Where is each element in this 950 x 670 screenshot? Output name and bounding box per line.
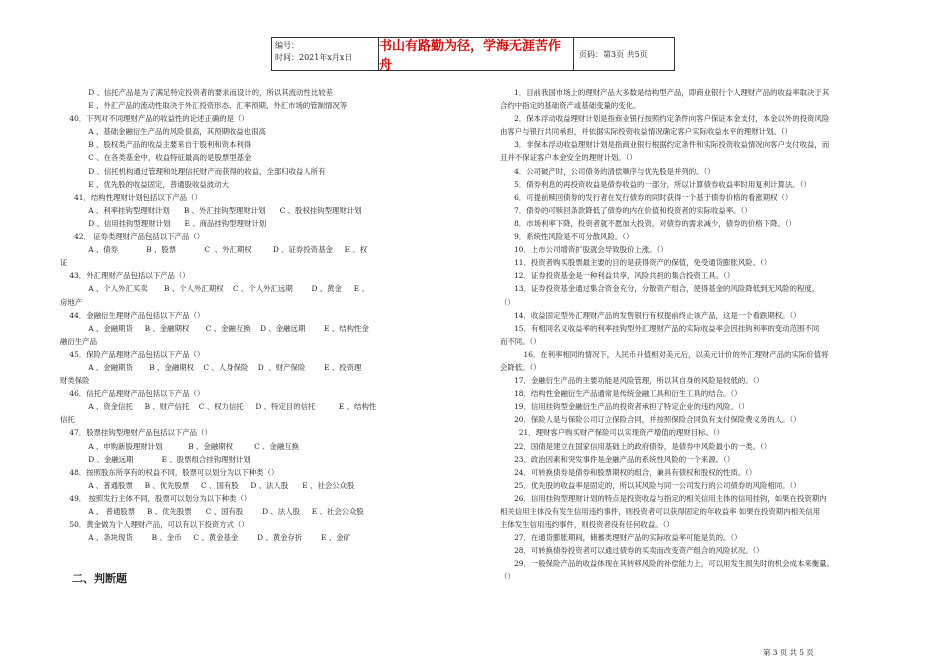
text-line: 49． 按照发行主体不同，股票可以划分为以下种类（） bbox=[60, 493, 252, 503]
text-line: D 、金融远期 E 、股票组合挂钩理财计划 bbox=[60, 454, 251, 464]
text-line: 9．系统性风险是不可分散风险。（） bbox=[500, 232, 634, 242]
text-line: 14．收益固定型外汇理财产品的发售银行有权提前终止该产品，这是一个看跌期权。（） bbox=[500, 310, 801, 320]
text-line: 1．目前我国市场上的理财产品大多数是结构型产品，即商业银行个人理财产品的收益率取决于其 bbox=[500, 88, 830, 97]
text-line: 42． 证券类理财产品包括以下产品（） bbox=[60, 232, 205, 242]
text-line: 4．公司破产时，公司债务的清偿顺序与优先股是并列的。（） bbox=[500, 166, 715, 176]
section-title: 二、判断题 bbox=[72, 572, 127, 585]
header-page-info: 页码：第3页 共5页 bbox=[579, 49, 648, 59]
text-line: A 、普通股票 B 、优先股票 C 、国有股 D 、法人股 E 、社会公众股 bbox=[60, 480, 355, 490]
text-line: 24．可转换债券是债券和股票期权的组合，兼具有债权和股权的性质。（） bbox=[500, 467, 757, 477]
text-line: 22．国债是建立在国家信用基础上的政府债券，是债券中风险最小的一类。（） bbox=[500, 441, 772, 451]
text-line: （） bbox=[500, 297, 515, 307]
text-line: 财类保险 bbox=[60, 376, 90, 386]
text-line: 7．债券的可赎回条款降低了债券的内在价值和投资者的实际收益率。（） bbox=[500, 205, 752, 215]
text-line: D 、信托产品是为了满足特定投资者的要求而设计的，所以其流动性比较差 bbox=[60, 88, 333, 97]
text-line: 而不同。（） bbox=[500, 336, 541, 346]
text-line: 10．上市公司增资扩股就会导致股价上涨。（） bbox=[500, 245, 668, 255]
text-line: 45．保险产品理财产品包括以下产品（） bbox=[60, 349, 205, 359]
text-line: 5．债券利息的再投资收益是债券收益的一部分，所以计算债券收益率时用复利计算法。（） bbox=[500, 179, 811, 189]
text-line: 47．股票挂钩型理财产品包括以下产品（） bbox=[60, 428, 212, 438]
text-line: 50．黄金做为个人理财产品，可以有以下投资方式（） bbox=[60, 520, 249, 530]
text-line: 23．政治因素和突发事件是金融产品的系统性风险的一个来源。（） bbox=[500, 454, 735, 464]
text-line: 28．可转换债券投资者可以通过债券的买卖而改变资产组合的风险状况。（） bbox=[500, 546, 764, 556]
text-line: A 、个人外汇买卖 B 、个人外汇期权 C 、个人外汇远期 D 、黄金 E 、 bbox=[60, 284, 369, 294]
right-column bbox=[500, 86, 895, 584]
text-line: 20．保险人是与保险公司订立保险合同，并按照保险合同负有支付保险费义务的人。（） bbox=[500, 415, 801, 425]
text-line: 11．投资者购买股票最主要的目的是获得资产的保值，免受通货膨胀风险。（） bbox=[500, 258, 772, 268]
text-line: B 、股权类产品的收益主要来自于股利和资本利得 bbox=[60, 140, 252, 150]
header-time: 时间：2021年x月x日 bbox=[275, 53, 353, 62]
text-line: A 、利率挂钩型理财计划 B 、外汇挂钩型理财计划 C 、股权挂钩型理财计划 bbox=[60, 205, 362, 215]
text-line: A 、基础金融衍生产品的风险很高，其预期收益也很高 bbox=[60, 127, 266, 137]
text-line: 48．按照股东所享有的权益不同，股票可以划分为以下种类（） bbox=[60, 467, 279, 477]
text-line: 18．结构性金融衍生产品通常是传统金融工具和衍生工具的结合。（） bbox=[500, 389, 742, 399]
text-line: A 、申购新股理财计划 B 、金融期权 C 、金融互换 bbox=[60, 441, 300, 451]
text-line: 且并不保证客户本金安全的理财计划。（） bbox=[500, 153, 637, 163]
text-line: 相关信用主体没有发生信用违约事件，则投资者可以获得固定的年收益率 如果在投资期内相关信用 bbox=[500, 507, 821, 516]
text-line: 15．有相同名义收益率的利率挂钩型外汇理财产品的实际收益率会因挂钩利率的变动范围不同 bbox=[500, 323, 820, 333]
text-line: 合约中指定的基础资产或基础变量的变化。 bbox=[500, 101, 641, 111]
text-line: 25．优先股的收益率是固定的，所以其风险与同一公司发行的公司债券的风险相同。（） bbox=[500, 480, 801, 490]
text-line: 2．保本浮动收益理财计划是指商业银行按照约定条件向客户保证本金支付，本金以外的投资风险 bbox=[500, 114, 830, 124]
text-line: 27．在通货膨胀期间，储蓄类理财产品的实际收益率可能是负的。（） bbox=[500, 533, 742, 543]
text-line: 房地产 bbox=[60, 297, 83, 307]
text-line: C 、在各类基金中，收益特征最高的是股票型基金 bbox=[60, 153, 252, 163]
text-line: A 、债券 B 、股票 C 、外汇期权 D 、证券投资基金 E 、权 bbox=[60, 245, 368, 255]
text-line: 29．一般保险产品的收益体现在其转移风险的补偿能力上，可以用发生损失时的机会成本来衡量。 bbox=[500, 559, 834, 569]
text-line: 信托 bbox=[60, 415, 75, 425]
text-line: 21．理财客户购买财产保险可以实现资产增值的理财目标。（） bbox=[500, 428, 725, 438]
text-line: 26．信用挂钩型理财计划的特点是投资收益与指定的相关信用主体的信用挂钩，如果在投资期内 bbox=[500, 493, 827, 503]
left-column bbox=[60, 86, 460, 544]
text-line: E 、外汇产品的流动性取决于外汇投资形态、汇率预期、外汇市场的管制情况等 bbox=[60, 101, 348, 111]
text-line: 13．证券投资基金通过集合资金充分，分散资产组合，使得基金的风险降低到无风险的程度。 bbox=[500, 284, 820, 294]
text-line: A 、金融期货 B 、金融期权 C 、金融互换 D 、金融远期 E 、结构性金 bbox=[60, 323, 369, 333]
text-line: 43．外汇理财产品包括以下产品（） bbox=[60, 271, 190, 281]
text-line: 8．市场利率下降，投资者就不愿加大投资，对债券的需求减少，债券的价格下降。（） bbox=[500, 218, 796, 228]
text-line: 40．下列对不同理财产品的收益性的论述正确的是（） bbox=[60, 114, 249, 124]
page-header bbox=[271, 37, 675, 71]
text-line: 融衍生产品 bbox=[60, 336, 97, 346]
text-line: A 、金融期货 B 、金融期权 C 、人身保险 D 、财产保险 E 、投资理 bbox=[60, 362, 362, 372]
text-line: D 、信用挂钩型理财计划 E 、商品挂钩型理财计划 bbox=[60, 218, 267, 228]
text-line: 12．证券投资基金是一种利益共享，风险共担的集合投资工具。（） bbox=[500, 271, 735, 281]
text-line: 46．信托产品理财产品包括以下产品（） bbox=[60, 389, 205, 399]
header-motto: 书山有路勤为径，学海无涯苦作舟 bbox=[379, 38, 574, 70]
text-line: A 、资金信托 B 、财产信托 C 、权力信托 D 、特定目的信托 E 、结构性 bbox=[60, 402, 377, 412]
header-meta bbox=[272, 38, 379, 70]
text-line: 41．结构性理财计划包括以下产品（） bbox=[60, 192, 202, 202]
text-line: 会降低。（） bbox=[500, 362, 541, 372]
text-line: 44．金融衍生理财产品包括以下产品（） bbox=[60, 310, 205, 320]
text-line: （） bbox=[500, 572, 515, 582]
text-line: 由客户与银行共同承担，并依据实际投资收益情况确定客户实际收益水平的理财计划。（） bbox=[500, 127, 792, 137]
text-line: A 、 普通股票 B 、优先股票 C 、国有股 D 、法人股 E 、社会公众股 bbox=[60, 507, 364, 516]
text-line: 证 bbox=[60, 258, 68, 268]
text-line: 3．非保本浮动收益理财计划是指商业银行根据约定条件和实际投资收益情况向客户支付收益，而 bbox=[500, 140, 830, 150]
text-line: D 、信托机构通过管理和处理信托财产而获得的收益，全部归收益人所有 bbox=[60, 166, 326, 176]
text-line: 19．信用挂钩型金融衍生产品的投资者承担了特定企业的违约风险。（） bbox=[500, 402, 749, 412]
text-line: 6．可提前赎回债券的发行者在发行债券的同时获得一个基于债券价格的看涨期权（） bbox=[500, 192, 793, 202]
page-footer: 第 3 页 共 5 页 bbox=[763, 648, 814, 657]
header-code: 编号： bbox=[275, 41, 299, 50]
text-line: 主体发生信用违约事件，则投资者没有任何收益。（） bbox=[500, 520, 674, 530]
text-line: E 、优先股的收益固定，普通股收益波动大 bbox=[60, 179, 229, 189]
text-line: A 、条块现货 B 、金币 C 、黄金基金 D 、黄金存折 E 、金矿 bbox=[60, 533, 352, 543]
text-line: 16．在利率相同的情况下，人民币升值相对美元后，以美元计价的外汇理财产品的实际价值将 bbox=[500, 349, 829, 359]
text-line: 17．金融衍生产品的主要功能是风险管理，所以其自身的风险是较低的。（） bbox=[500, 376, 764, 386]
